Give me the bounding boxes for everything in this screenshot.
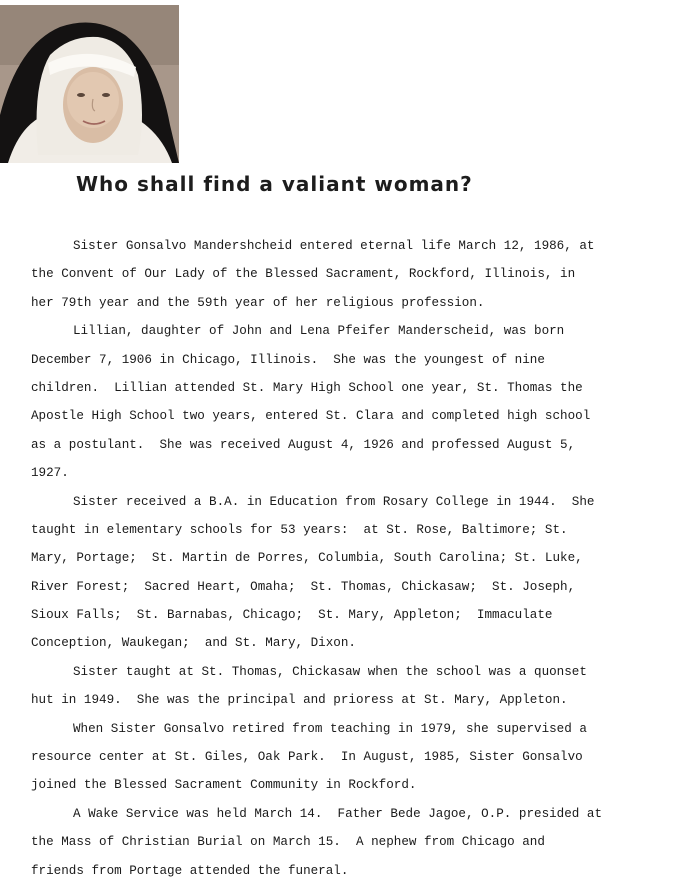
text-line: Conception, Waukegan; and St. Mary, Dixon.: [31, 636, 356, 651]
text-line: joined the Blessed Sacrament Community in Rockford.: [31, 778, 417, 793]
text-line: When Sister Gonsalvo retired from teaching in 1979, she supervised a: [73, 721, 587, 736]
text-line: Sioux Falls; St. Barnabas, Chicago; St. Mary, Appleton; Immaculate: [31, 608, 553, 623]
text-line: the Mass of Christian Burial on March 15. A nephew from Chicago and: [31, 835, 545, 850]
text-line: December 7, 1906 in Chicago, Illinois. She was the youngest of nine: [31, 352, 545, 367]
text-line: the Convent of Our Lady of the Blessed Sacrament, Rockford, Illinois, in: [31, 267, 576, 282]
text-line: her 79th year and the 59th year of her religious profession.: [31, 295, 485, 310]
text-line: Sister received a B.A. in Education from Rosary College in 1944. She: [73, 494, 595, 509]
text-line: resource center at St. Giles, Oak Park. In August, 1985, Sister Gonsalvo: [31, 750, 583, 765]
page-title: Who shall find a valiant woman?: [76, 172, 473, 196]
text-line: as a postulant. She was received August 4, 1926 and professed August 5,: [31, 437, 576, 452]
text-line: Sister Gonsalvo Mandershcheid entered eternal life March 12, 1986, at: [73, 239, 595, 253]
obituary-text: [31, 232, 673, 885]
text-line: friends from Portage attended the funeral.: [31, 863, 349, 878]
text-line: River Forest; Sacred Heart, Omaha; St. Thomas, Chickasaw; St. Joseph,: [31, 579, 576, 594]
text-line: Mary, Portage; St. Martin de Porres, Columbia, South Carolina; St. Luke,: [31, 551, 583, 566]
text-line: children. Lillian attended St. Mary High School one year, St. Thomas the: [31, 380, 583, 395]
text-line: hut in 1949. She was the principal and prioress at St. Mary, Appleton.: [31, 693, 568, 708]
text-line: Lillian, daughter of John and Lena Pfeifer Manderscheid, was born: [73, 324, 565, 339]
text-line: Apostle High School two years, entered St. Clara and completed high school: [31, 409, 591, 424]
text-line: Sister taught at St. Thomas, Chickasaw when the school was a quonset: [73, 664, 587, 679]
text-line: taught in elementary schools for 53 years: at St. Rose, Baltimore; St.: [31, 522, 568, 537]
text-line: 1927.: [31, 466, 69, 481]
portrait-photo: [0, 5, 179, 163]
text-line: A Wake Service was held March 14. Father Bede Jagoe, O.P. presided at: [73, 806, 603, 821]
